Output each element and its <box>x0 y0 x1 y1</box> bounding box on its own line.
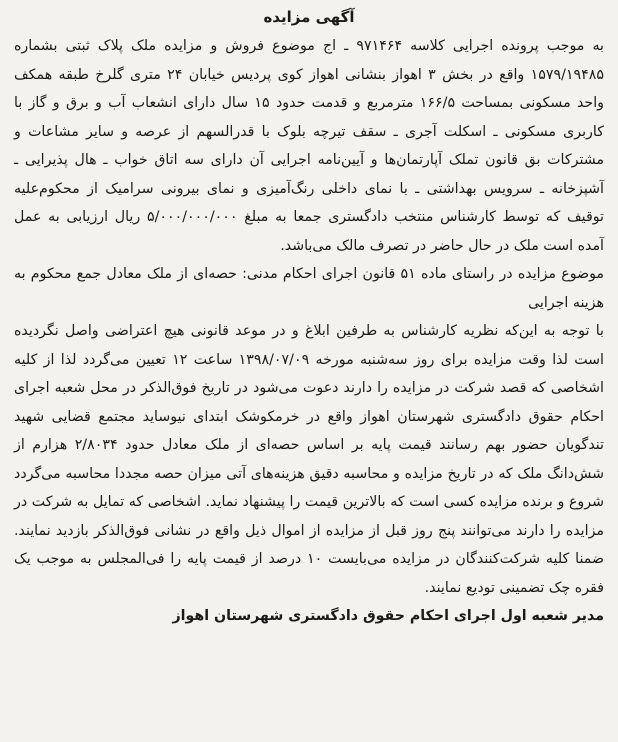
notice-title: آگهی مزایده <box>263 8 355 26</box>
auction-subject-paragraph: موضوع مزایده در راستای ماده ۵۱ قانون اجرای احکام مدنی: حصه‌ای از ملک معادل جمع محکوم به هزینه اجرایی <box>14 266 604 311</box>
issuer-signature: مدیر شعبه اول اجرای احکام حقوق دادگستری شهرستان اهواز <box>172 608 604 624</box>
property-description-paragraph: به موجب پرونده اجرایی کلاسه ۹۷۱۴۶۴ ـ اج موضوع فروش و مزایده ملک پلاک ثبتی بشماره ۱۵۷۹/۱۹۴۸۵ واقع در بخش ۳ اهواز بنشانی اهواز کوی پردیس خیابان ۲۴ متری گلرخ طبقه همکف واحد مسکونی بمساحت ۱۶۶/۵ مترمربع و قدمت حدود ۱۵ سال دارای انشعاب آب و برق و گاز با کاربری مسکونی ـ اسکلت آجری ـ سقف تیرچه بلوک با قدرالسهم از عرصه و سایر مشاعات و مشترکات بق قانون تملک آپارتمان‌ها و آیین‌نامه اجرایی آن دارای سه اتاق خواب ـ هال پذیرایی ـ آشپزخانه ـ سرویس بهداشتی ـ با نمای داخلی رنگ‌آمیزی و نمای بیرونی سرامیک از محکوم‌علیه توقیف که توسط کارشناس منتخب دادگستری جمعا به مبلغ ۵/۰۰۰/۰۰۰/۰۰۰ ریال ارزیابی به عمل آمده است ملک در حال حاضر در تصرف مالک می‌باشد. <box>14 38 605 254</box>
auction-terms-paragraph: با توجه به این‌که نظریه کارشناس به طرفین ابلاغ و در موعد قانونی هیچ اعتراضی واصل نگردیده است لذا وقت مزایده برای روز سه‌شنبه مورخه ۱۳۹۸/۰۷/۰۹ ساعت ۱۲ تعیین می‌گردد لذا از کلیه اشخاصی که قصد شرکت در مزایده را دارند دعوت می‌شود در تاریخ فوق‌الذکر در محل شعبه اجرای احکام حقوق دادگستری شهرستان اهواز واقع در خرمکوشک ابتدای نیوساید مجتمع قضایی شهید تندگویان حضور بهم رسانند قیمت پایه بر اساس حصه‌ای از ملک معادل حدود ۲/۸۰۳۴ هزارم از شش‌دانگ ملک که در تاریخ مزایده و محاسبه دقیق هزینه‌های آتی میزان حصه مجددا محاسبه می‌گردد شروع و برنده مزایده کسی است که بالاترین قیمت را پیشنهاد نماید. اشخاصی که تمایل به شرکت در مزایده را دارند می‌توانند پنج روز قبل از مزایده از اموال ذیل واقع در نشانی فوق‌الذکر بازدید نمایند. ضمنا کلیه شرکت‌کنندگان در مزایده می‌بایست ۱۰ درصد از قیمت پایه را فی‌المجلس به موجب یک فقره چک تضمینی تودیع نمایند. <box>14 323 604 596</box>
